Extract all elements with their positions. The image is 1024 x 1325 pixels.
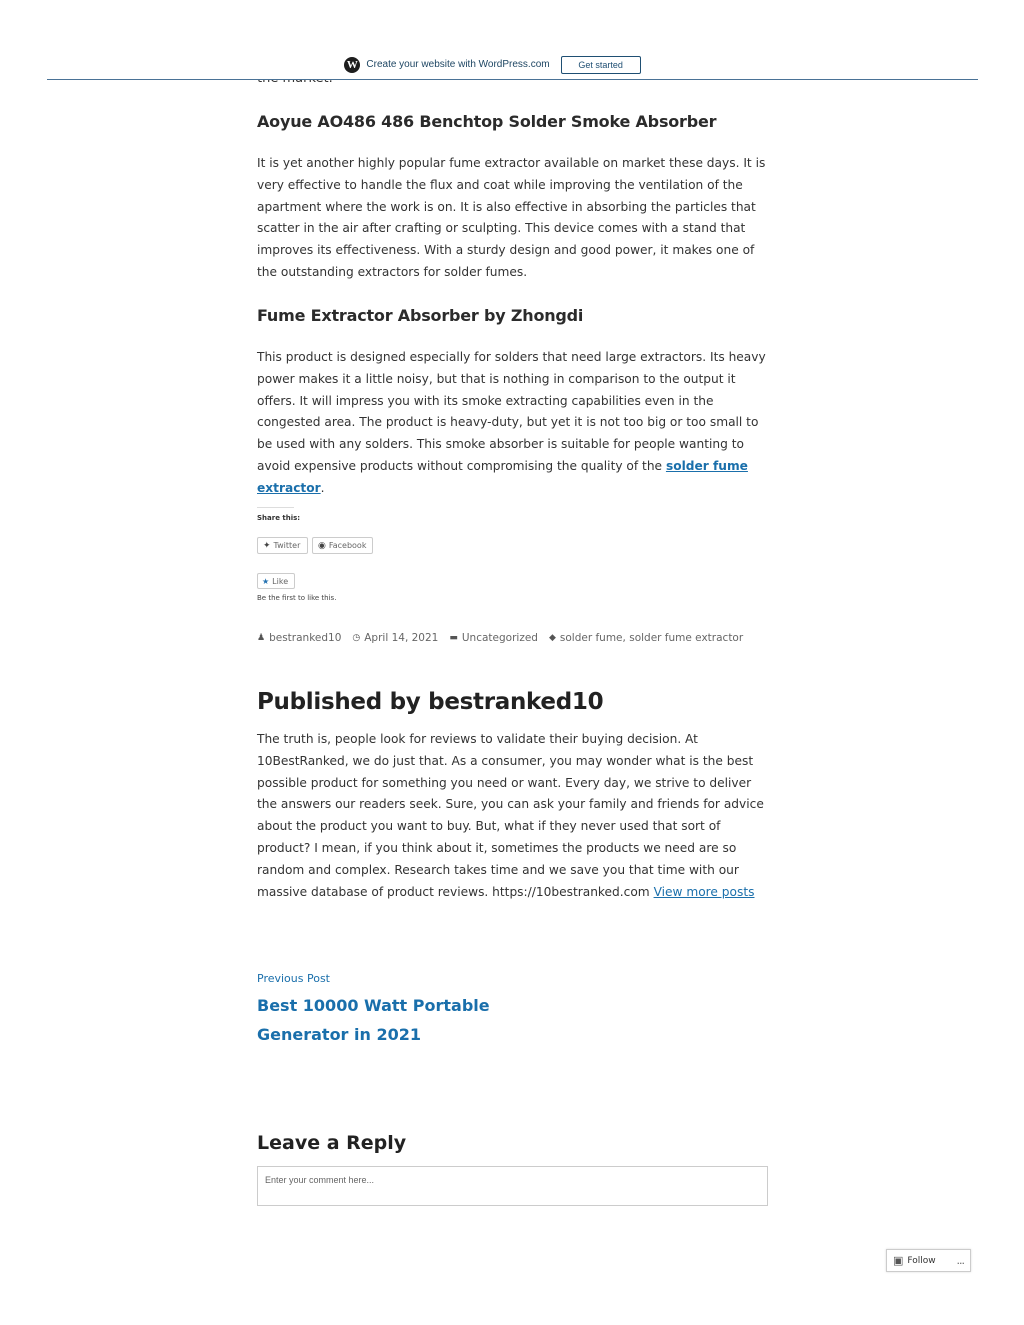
solder-fume-extractor-link[interactable]: solder fume extractor xyxy=(257,458,748,495)
tag-icon: ◆ xyxy=(548,633,556,643)
section-body-zhongdi xyxy=(257,347,768,500)
previous-post-label: Previous Post xyxy=(257,972,330,985)
previous-post-link[interactable]: Best 10000 Watt Portable Generator in 2021 xyxy=(257,996,490,1044)
facebook-label: Facebook xyxy=(328,541,367,550)
clock-icon: ◷ xyxy=(352,633,361,643)
share-label: Share this: xyxy=(257,514,301,522)
like-label: Like xyxy=(272,576,289,586)
wordpress-promo-text[interactable]: Create your website with WordPress.com xyxy=(366,59,550,70)
post-meta xyxy=(257,632,743,644)
comment-input[interactable]: Enter your comment here... xyxy=(257,1166,768,1206)
like-button[interactable] xyxy=(257,573,295,589)
leave-reply-title: Leave a Reply xyxy=(257,1132,407,1154)
author-bio-text: The truth is, people look for reviews to validate their buying decision. At 10BestRanked, we do just that. As a consumer, you may wonder what is the best possible product for something you need or want. Every day, we strive to deliver the answers our readers seek. Sure, you can ask your family and friends for advice about the product you want to buy. But, what if they never used that sort of product? I mean, if you think about it, sometimes the products we need are so random and complex. Research takes time and we save you that time with our massive database of product reviews. https://10bestranked.com xyxy=(257,732,764,899)
view-more-posts-link[interactable]: View more posts xyxy=(653,884,755,899)
section-heading-aoyue: Aoyue AO486 486 Benchtop Solder Smoke Absorber xyxy=(257,112,717,131)
first-like-text: Be the first to like this. xyxy=(257,594,337,602)
twitter-label: Twitter xyxy=(273,541,301,550)
more-options-icon[interactable]: ... xyxy=(956,1254,964,1267)
tag-link-solder-fume[interactable]: solder fume xyxy=(559,632,623,644)
facebook-share-button[interactable] xyxy=(312,537,373,554)
twitter-icon: ✦ xyxy=(263,540,271,551)
folder-icon: ▬ xyxy=(449,633,458,643)
facebook-icon: ◉ xyxy=(318,540,326,551)
twitter-share-button[interactable] xyxy=(257,537,308,554)
get-started-button[interactable]: Get started xyxy=(561,56,641,74)
follow-icon: ▣ xyxy=(893,1254,904,1267)
wordpress-promo-bar xyxy=(47,50,978,80)
person-icon: ♟ xyxy=(257,633,266,643)
tag-link-solder-fume-extractor[interactable]: solder fume extractor xyxy=(629,632,744,644)
category-link[interactable]: Uncategorized xyxy=(461,632,538,644)
share-divider xyxy=(257,507,294,508)
star-icon: ★ xyxy=(262,576,270,586)
follow-label: Follow xyxy=(907,1255,936,1266)
wordpress-logo-icon: W xyxy=(344,57,360,73)
author-box-title: Published by bestranked10 xyxy=(257,689,604,715)
post-date-link[interactable]: April 14, 2021 xyxy=(364,632,439,644)
author-link[interactable]: bestranked10 xyxy=(269,632,342,644)
tag-separator: , xyxy=(622,632,630,644)
section-heading-zhongdi: Fume Extractor Absorber by Zhongdi xyxy=(257,306,584,325)
section-body-aoyue: It is yet another highly popular fume extractor available on market these days. It is very effective to handle the flux and coat while improving the ventilation of the apartment where the work is on. It is also effective in absorbing the particles that scatter in the air after crafting or sculpting. This device comes with a stand that improves its effectiveness. With a sturdy design and good power, it makes one of the outstanding extractors for solder fumes. xyxy=(257,156,766,279)
body-text-end: . xyxy=(320,480,325,495)
body-text: This product is designed especially for solders that need large extractors. Its heavy power makes it a little noisy, but that is nothing in comparison to the output it offers. It will impress you with its smoke extracting capabilities even in the congested area. The product is heavy-duty, but yet it is not too big or too small to be used with any solders. This smoke absorber is suitable for people wanting to avoid expensive products without compromising the quality of the xyxy=(257,350,766,473)
follow-button[interactable] xyxy=(886,1249,971,1272)
author-bio xyxy=(257,729,768,903)
